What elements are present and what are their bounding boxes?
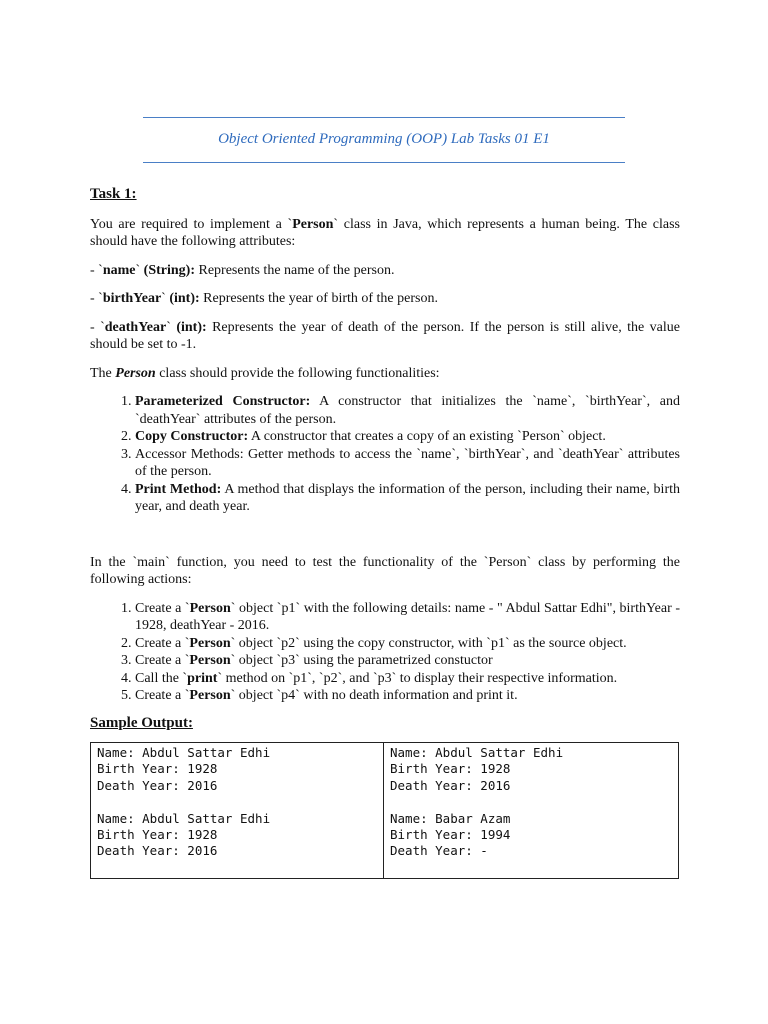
list-item <box>135 446 680 481</box>
sample-output-heading: Sample Output: <box>90 714 193 731</box>
output-block <box>97 811 377 860</box>
sample-output-row <box>91 743 679 879</box>
text-run: Represents the year of death of the person. If the person is still alive, the value should be set to -1. <box>90 319 681 352</box>
output-line: Death Year: - <box>390 843 488 859</box>
output-line: Death Year: 2016 <box>97 777 218 793</box>
attribute-item <box>90 262 680 280</box>
text-run: Person <box>189 635 231 651</box>
text-run: A method that displays the information of the person, including their name, birth year, and death year. <box>135 481 681 514</box>
task-intro <box>90 216 680 251</box>
text-run: The <box>90 365 116 381</box>
text-run: Create a ` <box>135 635 190 651</box>
text-run: Create a ` <box>135 653 190 668</box>
output-line: Name: Babar Azam <box>390 810 511 826</box>
list-item <box>135 652 680 670</box>
text-run: ` <box>135 262 144 278</box>
list-item <box>135 600 680 635</box>
text-run: ` object `p2` using the copy constructor, with `p1` as the source object. <box>230 635 627 651</box>
text-run: ` object `p1` with the following details: name - " Abdul Sattar Edhi", birthYear - 1928, deathYear - 2016. <box>135 600 680 633</box>
text-run: Call the ` <box>135 670 188 686</box>
document-body <box>90 186 680 879</box>
text-run: ` method on `p1`, `p2`, and `p3` to display their respective information. <box>217 670 618 686</box>
text-run: In the `main` function, you need to test the functionality of the `Person` class by performing the following actions: <box>90 554 680 587</box>
text-run: Represents the name of the person. <box>195 262 395 278</box>
text-run: Person <box>115 365 156 381</box>
attribute-item <box>90 290 680 308</box>
text-run: name <box>102 262 136 278</box>
text-run: Copy Constructor: <box>135 429 249 444</box>
text-run: Accessor Methods: Getter methods to access the `name`, `birthYear`, and `deathYear` attributes of the person. <box>135 446 680 479</box>
sample-output-left-cell <box>91 743 384 879</box>
text-run: Person <box>292 216 334 232</box>
text-run: ` <box>166 319 177 335</box>
list-item <box>135 687 680 705</box>
list-item <box>135 481 680 516</box>
functionalities-intro <box>90 365 680 383</box>
text-run: Represents the year of birth of the person. <box>199 291 438 306</box>
text-run: (int): <box>176 319 207 335</box>
attribute-item <box>90 319 680 354</box>
spacer <box>90 526 680 554</box>
actions-list <box>90 600 680 705</box>
list-item <box>135 635 680 653</box>
header-rule-top <box>143 117 625 118</box>
text-run: You are required to implement a ` <box>90 216 293 232</box>
text-run: - ` <box>90 319 105 335</box>
text-run: Person <box>189 653 231 668</box>
main-intro <box>90 554 680 589</box>
text-run: A constructor that creates a copy of an existing `Person` object. <box>248 429 606 444</box>
text-run: ` object `p3` using the parametrized constuctor <box>230 653 493 668</box>
output-block <box>390 811 672 860</box>
text-run: A constructor that initializes the `name`, `birthYear`, and `deathYear` attributes of the person. <box>135 394 680 427</box>
output-line: Birth Year: 1928 <box>390 761 511 777</box>
output-line: Name: Abdul Sattar Edhi <box>390 745 564 760</box>
text-run: class should provide the following functionalities: <box>155 365 440 381</box>
text-run: (int): <box>169 291 200 306</box>
output-line: Name: Abdul Sattar Edhi <box>97 810 271 826</box>
output-line: Birth Year: 1928 <box>97 827 218 843</box>
text-run: - ` <box>90 291 103 306</box>
output-block <box>97 745 377 794</box>
task-heading: Task 1: <box>90 186 137 202</box>
output-line: Death Year: 2016 <box>390 777 511 793</box>
sample-output-right-cell <box>384 743 679 879</box>
output-line: Death Year: 2016 <box>97 843 218 859</box>
output-block <box>390 745 672 794</box>
text-run: ` object `p4` with no death information and print it. <box>230 688 518 703</box>
header-rule-bottom <box>143 162 625 163</box>
output-line: Birth Year: 1928 <box>97 761 218 777</box>
text-run: Create a ` <box>135 688 190 703</box>
document-title: Object Oriented Programming (OOP) Lab Tasks 01 E1 <box>218 131 550 147</box>
text-run: Create a ` <box>135 600 190 616</box>
text-run: ` <box>161 291 170 306</box>
sample-output-table <box>90 742 679 879</box>
text-run: - ` <box>90 262 103 278</box>
text-run: Parameterized Constructor: <box>135 394 311 409</box>
text-run: deathYear <box>104 319 167 335</box>
text-run: ` class in Java, which represents a human being. The class should have the following attributes: <box>90 216 680 249</box>
text-run: Person <box>189 600 231 616</box>
attribute-list <box>90 262 680 354</box>
list-item <box>135 428 680 446</box>
text-run: birthYear <box>102 291 162 306</box>
output-line: Name: Abdul Sattar Edhi <box>97 745 271 760</box>
text-run: Print Method: <box>135 481 222 497</box>
text-run: Person <box>189 688 231 703</box>
output-line: Birth Year: 1994 <box>390 827 511 843</box>
text-run: print <box>187 670 218 686</box>
text-run: (String): <box>143 262 195 278</box>
functionalities-list <box>90 393 680 516</box>
list-item <box>135 393 680 428</box>
list-item <box>135 670 680 688</box>
